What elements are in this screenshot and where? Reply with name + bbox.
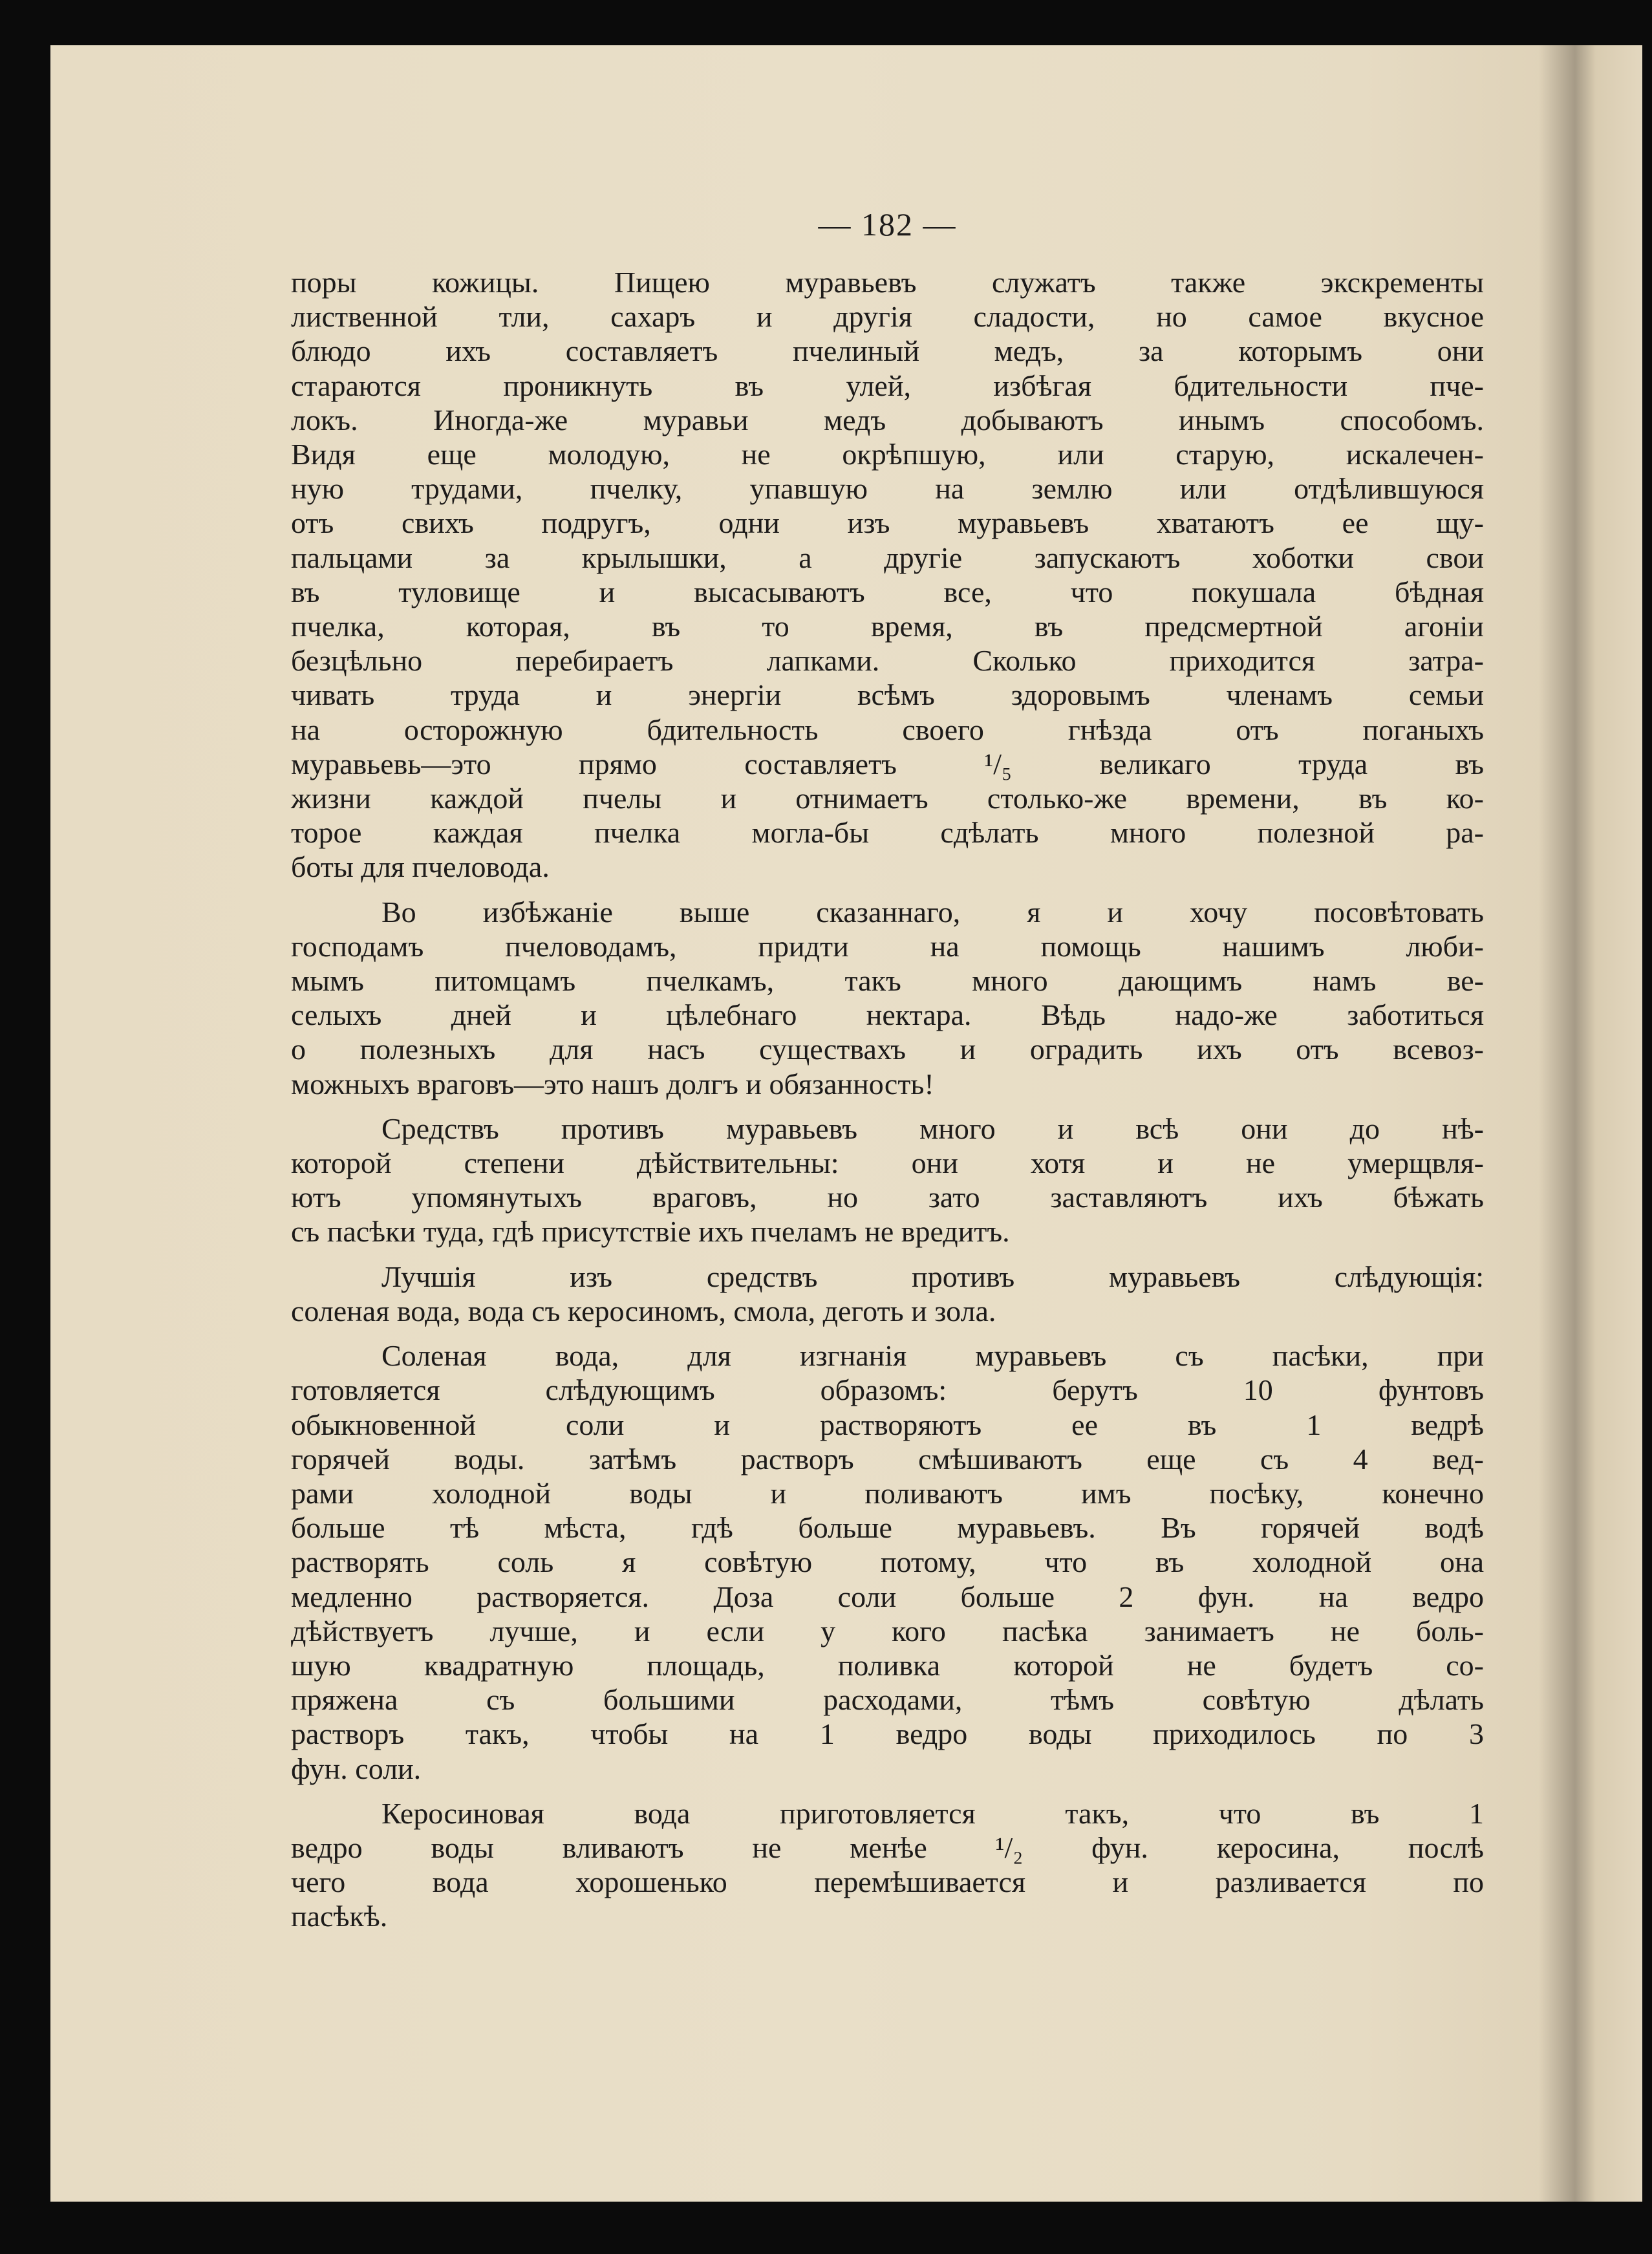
text-line: Видя еще молодую, не окрѣпшую, или старую, искалечен- <box>291 438 1484 471</box>
text-line: дѣйствуетъ лучше, и если у кого пасѣка занимаетъ не боль- <box>291 1614 1484 1648</box>
text-line: растворять соль я совѣтую потому, что въ холодной она <box>291 1545 1484 1579</box>
paragraph <box>291 265 1484 885</box>
text-line: рами холодной воды и поливаютъ имъ посѣку, конечно <box>291 1476 1484 1510</box>
paragraph <box>291 1111 1484 1249</box>
paragraph <box>291 1796 1484 1934</box>
text-line: пасѣкѣ. <box>291 1900 388 1933</box>
text-line: пальцами за крылышки, а другіе запускаютъ хоботки свои <box>291 541 1484 574</box>
body-text <box>291 265 1484 1934</box>
text-line: съ пасѣки туда, гдѣ присутствіе ихъ пчеламъ не вредитъ. <box>291 1215 1010 1249</box>
text-line: Во избѣжаніе выше сказаннаго, я и хочу посовѣтовать <box>381 895 1484 928</box>
text-line: блюдо ихъ составляетъ пчелиный медъ, за которымъ они <box>291 334 1484 368</box>
paragraph <box>291 1338 1484 1786</box>
text-line: въ туловище и высасываютъ все, что покушала бѣдная <box>291 575 1484 608</box>
text-line: медленно растворяется. Доза соли больше 2 фун. на ведро <box>291 1580 1484 1613</box>
text-line: мымъ питомцамъ пчелкамъ, такъ много дающимъ намъ ве- <box>291 964 1484 998</box>
text-line: которой степени дѣйствительны: они хотя и не умерщвля- <box>291 1146 1484 1180</box>
text-line: пчелка, которая, въ то время, въ предсмертной агоніи <box>291 610 1484 643</box>
text-line: Керосиновая вода приготовляется такъ, что въ 1 <box>381 1796 1484 1830</box>
text-line: ютъ упомянутыхъ враговъ, но зато заставляютъ ихъ бѣжать <box>291 1181 1484 1214</box>
text-line: растворъ такъ, чтобы на 1 ведро воды приходилось по 3 <box>291 1717 1484 1751</box>
text-line: жизни каждой пчелы и отнимаетъ столько-же времени, въ ко- <box>291 782 1484 815</box>
text-line: ведро воды вливаютъ не менѣе ¹/₂ фун. керосина, послѣ <box>291 1830 1484 1864</box>
text-line: торое каждая пчелка могла-бы сдѣлать много полезной ра- <box>291 816 1484 850</box>
text-line: поры кожицы. Пищею муравьевъ служатъ также экскременты <box>291 266 1484 299</box>
text-line: можныхъ враговъ—это нашъ долгъ и обязанность! <box>291 1067 934 1100</box>
text-line: селыхъ дней и цѣлебнаго нектара. Вѣдь надо-же заботиться <box>291 998 1484 1032</box>
text-line: фун. соли. <box>291 1752 422 1785</box>
text-line: отъ свихъ подругъ, одни изъ муравьевъ хватаютъ ее щу- <box>291 506 1484 540</box>
text-line: боты для пчеловода. <box>291 850 550 884</box>
text-line: господамъ пчеловодамъ, придти на помощь нашимъ люби- <box>291 929 1484 963</box>
page-text-block <box>291 206 1484 1944</box>
text-line: чего вода хорошенько перемѣшивается и разливается по <box>291 1865 1484 1899</box>
text-line: муравьевь—это прямо составляетъ ¹/₅ великаго труда въ <box>291 747 1484 780</box>
page-number: — 182 — <box>818 206 957 242</box>
page-edge-shadow <box>1539 45 1642 2202</box>
text-line: горячей воды. затѣмъ растворъ смѣшиваютъ еще съ 4 вед- <box>291 1442 1484 1476</box>
text-line: на осторожную бдительность своего гнѣзда отъ поганыхъ <box>291 713 1484 746</box>
text-line: ную трудами, пчелку, упавшую на землю или отдѣлившуюся <box>291 472 1484 506</box>
paragraph <box>291 1260 1484 1328</box>
text-line: больше тѣ мѣста, гдѣ больше муравьевъ. Въ горячей водѣ <box>291 1511 1484 1545</box>
text-line: готовляется слѣдующимъ образомъ: берутъ 10 фунтовъ <box>291 1373 1484 1407</box>
text-line: локъ. Иногда-же муравьи медъ добываютъ инымъ способомъ. <box>291 403 1484 436</box>
text-line: стараются проникнуть въ улей, избѣгая бдительности пче- <box>291 369 1484 402</box>
text-line: пряжена съ большими расходами, тѣмъ совѣтую дѣлать <box>291 1683 1484 1717</box>
paragraph <box>291 895 1484 1101</box>
text-line: Лучшія изъ средствъ противъ муравьевъ слѣдующія: <box>381 1260 1484 1293</box>
text-line: чивать труда и энергіи всѣмъ здоровымъ членамъ семьи <box>291 678 1484 712</box>
text-line: безцѣльно перебираетъ лапками. Сколько приходится затра- <box>291 644 1484 678</box>
text-line: обыкновенной соли и растворяютъ ее въ 1 ведрѣ <box>291 1408 1484 1441</box>
text-line: Соленая вода, для изгнанія муравьевъ съ пасѣки, при <box>381 1339 1484 1373</box>
text-line: Средствъ противъ муравьевъ много и всѣ они до нѣ- <box>381 1111 1484 1145</box>
text-line: соленая вода, вода съ керосиномъ, смола, деготь и зола. <box>291 1294 996 1327</box>
text-line: лиственной тли, сахаръ и другія сладости, но самое вкусное <box>291 300 1484 334</box>
text-line: о полезныхъ для насъ существахъ и оградить ихъ отъ всевоз- <box>291 1033 1484 1066</box>
text-line: шую квадратную площадь, поливка которой не будетъ со- <box>291 1648 1484 1682</box>
